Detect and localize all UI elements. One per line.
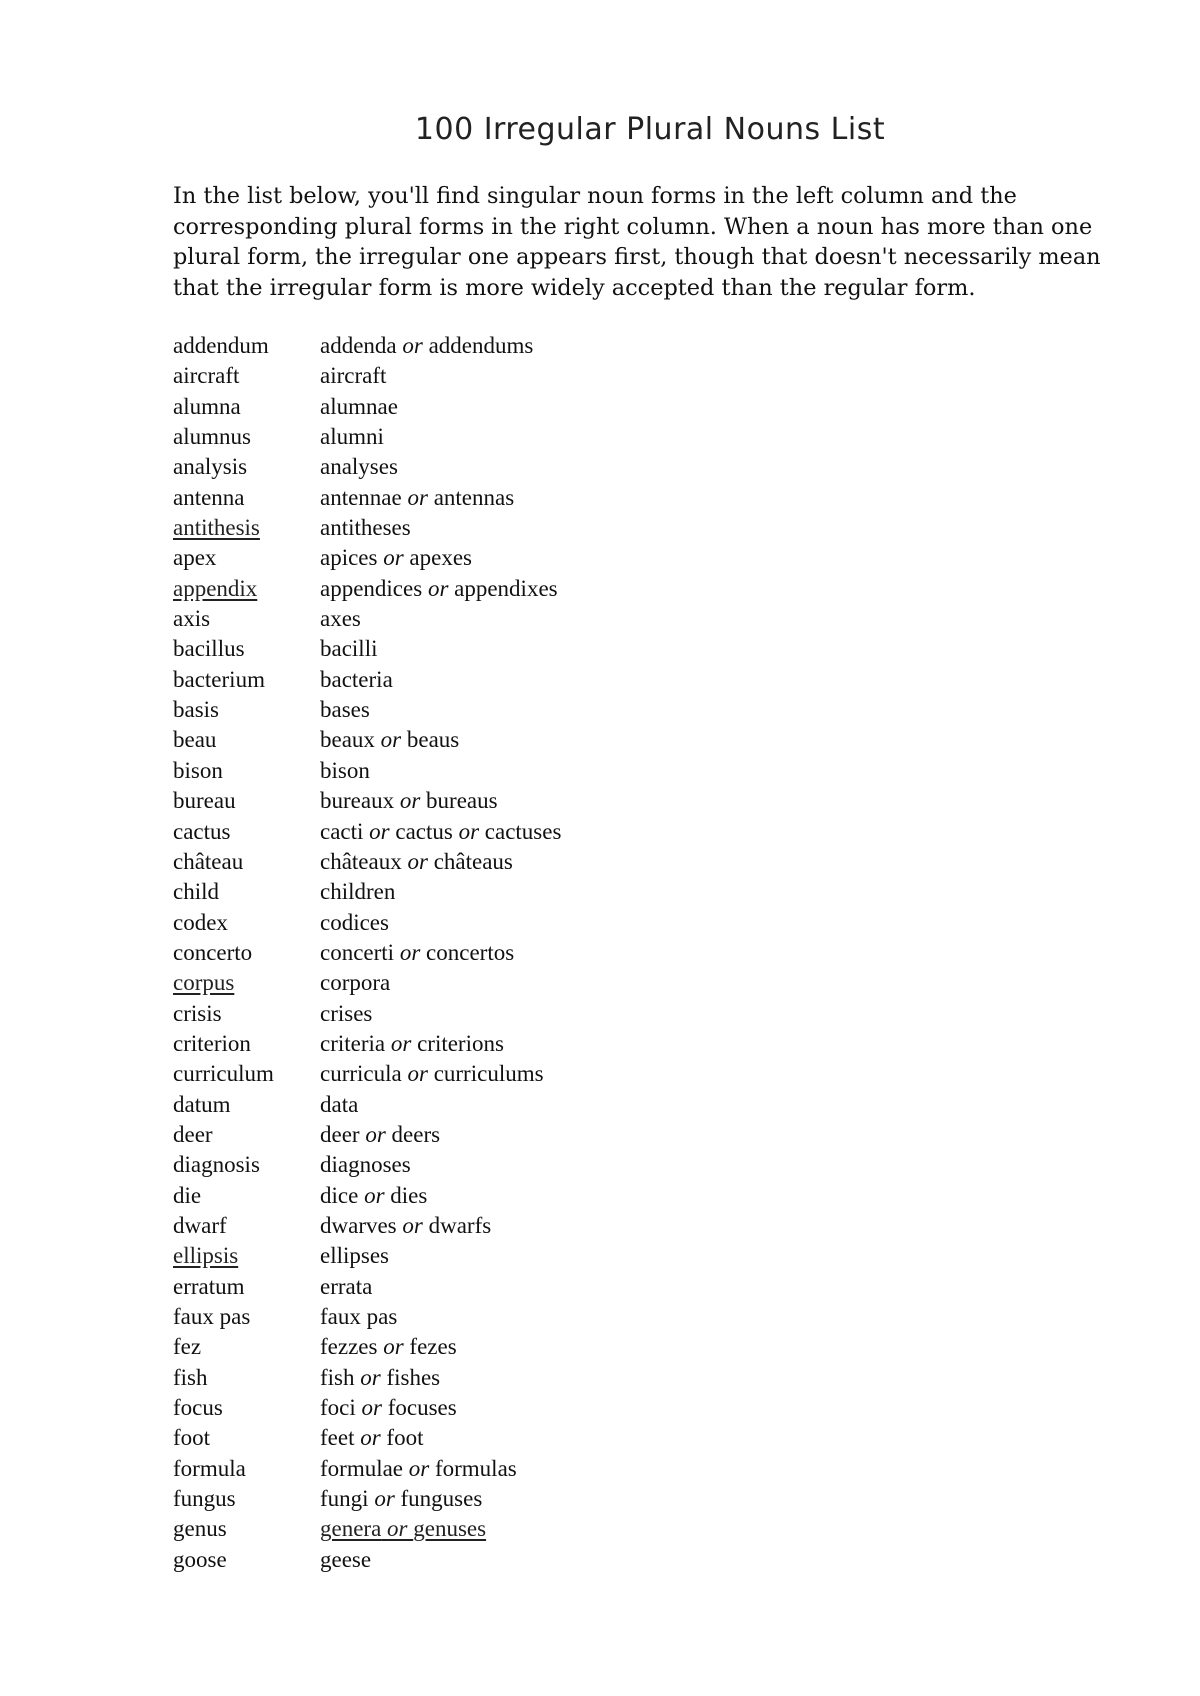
singular-noun: bureau [173,788,236,814]
noun-row [173,1393,873,1423]
singular-noun: curriculum [173,1061,274,1087]
plural-noun: addenda or addendums [320,333,534,358]
plural-noun: criteria or criterions [320,1030,504,1056]
noun-row [173,938,873,968]
noun-row [173,1181,873,1211]
singular-noun: axis [173,606,211,632]
plural-link[interactable]: genera or genuses [320,1516,487,1542]
noun-row [173,1090,873,1120]
noun-row [173,634,873,664]
singular-noun: alumnus [173,424,251,450]
plural-noun: châteaux or châteaus [320,848,513,874]
page-title: 100 Irregular Plural Nouns List [414,112,886,147]
singular-noun: fungus [173,1486,236,1512]
plural-noun: deer or deers [320,1121,441,1147]
noun-row [173,725,873,755]
noun-row [173,1120,873,1150]
noun-row [173,908,873,938]
noun-row [173,877,873,907]
noun-list [173,331,873,1575]
plural-noun: diagnoses [320,1152,411,1178]
plural-noun: children [320,879,396,905]
intro-paragraph [173,181,1118,303]
noun-row [173,1363,873,1393]
noun-row [173,422,873,452]
singular-noun: bacillus [173,636,245,662]
plural-noun: dwarves or dwarfs [320,1212,492,1238]
plural-noun: aircraft [320,363,387,389]
plural-noun: beaux or beaus [320,727,460,753]
singular-noun: goose [173,1546,227,1572]
noun-row [173,1332,873,1362]
singular-noun: apex [173,545,217,571]
singular-noun: erratum [173,1273,245,1299]
singular-noun: dwarf [173,1212,227,1238]
plural-noun: fezzes or fezes [320,1334,457,1360]
plural-noun: antitheses [320,515,411,541]
noun-row [173,756,873,786]
plural-noun: ellipses [320,1243,389,1269]
plural-noun: fish or fishes [320,1364,441,1390]
singular-link[interactable]: ellipsis [173,1243,239,1269]
singular-noun: château [173,848,244,874]
noun-row [173,665,873,695]
singular-noun: beau [173,727,217,753]
noun-row [173,604,873,634]
singular-noun: aircraft [173,363,240,389]
plural-noun: bureaux or bureaus [320,788,498,814]
singular-link[interactable]: corpus [173,970,235,996]
singular-noun: criterion [173,1030,251,1056]
singular-noun: alumna [173,393,241,419]
noun-row [173,1514,873,1544]
intro-text: In the list below, you'll find singular noun forms in the left column and the corresponding plural forms in the right column. When a noun has more than one plural form, the irregular one appears first, though that doesn't necessarily mean that the irregular form is more widely accepted than the regular form. [173,183,1101,301]
plural-noun: dice or dies [320,1182,428,1208]
plural-noun: codices [320,909,389,935]
noun-row [173,1211,873,1241]
plural-noun: errata [320,1273,373,1299]
plural-noun: axes [320,606,361,632]
singular-noun: genus [173,1516,227,1542]
singular-noun: cactus [173,818,231,844]
noun-row [173,847,873,877]
plural-noun: cacti or cactus or cactuses [320,818,562,844]
singular-noun: formula [173,1455,246,1481]
plural-noun: antennae or antennas [320,484,515,510]
plural-noun: fungi or funguses [320,1486,483,1512]
noun-row [173,786,873,816]
plural-noun: corpora [320,970,391,996]
singular-noun: focus [173,1395,223,1421]
singular-noun: fish [173,1364,208,1390]
plural-noun: feet or foot [320,1425,424,1451]
singular-noun: foot [173,1425,211,1451]
noun-row [173,999,873,1029]
singular-noun: bison [173,757,223,783]
plural-noun: apices or apexes [320,545,472,571]
singular-link[interactable]: antithesis [173,515,260,541]
noun-row [173,361,873,391]
singular-noun: child [173,879,219,905]
singular-noun: crisis [173,1000,222,1026]
plural-noun: bases [320,697,370,723]
noun-row [173,1302,873,1332]
singular-noun: codex [173,909,228,935]
noun-row [173,1272,873,1302]
singular-noun: addendum [173,333,269,358]
noun-row [173,452,873,482]
plural-noun: foci or focuses [320,1395,457,1421]
noun-row [173,483,873,513]
singular-link[interactable]: appendix [173,575,258,601]
plural-noun: concerti or concertos [320,939,515,965]
noun-row [173,695,873,725]
plural-noun: data [320,1091,359,1117]
noun-row [173,1423,873,1453]
plural-noun: alumnae [320,393,398,419]
plural-noun: analyses [320,454,398,480]
plural-noun: bacteria [320,666,393,692]
plural-noun: alumni [320,424,384,450]
plural-noun: bacilli [320,636,378,662]
plural-noun: faux pas [320,1304,398,1329]
plural-noun: geese [320,1546,372,1572]
singular-noun: datum [173,1091,231,1117]
singular-noun: antenna [173,484,245,510]
singular-noun: analysis [173,454,248,480]
noun-row [173,574,873,604]
noun-row [173,817,873,847]
plural-noun: appendices or appendixes [320,575,558,601]
noun-row [173,1029,873,1059]
noun-row [173,1059,873,1089]
plural-noun: formulae or formulas [320,1455,517,1481]
noun-row [173,1484,873,1514]
singular-noun: basis [173,697,219,723]
singular-noun: deer [173,1121,213,1147]
singular-noun: concerto [173,939,253,965]
plural-noun: curricula or curriculums [320,1061,544,1087]
noun-row [173,331,873,361]
noun-row [173,1454,873,1484]
noun-row [173,1241,873,1271]
singular-noun: faux pas [173,1304,251,1329]
plural-noun: bison [320,757,370,783]
noun-row [173,1150,873,1180]
noun-row [173,968,873,998]
noun-row [173,513,873,543]
singular-noun: die [173,1182,202,1208]
singular-noun: fez [173,1334,202,1360]
noun-row [173,392,873,422]
plural-noun: crises [320,1000,373,1026]
singular-noun: bacterium [173,666,265,692]
noun-row [173,1545,873,1575]
noun-row [173,543,873,573]
singular-noun: diagnosis [173,1152,260,1178]
